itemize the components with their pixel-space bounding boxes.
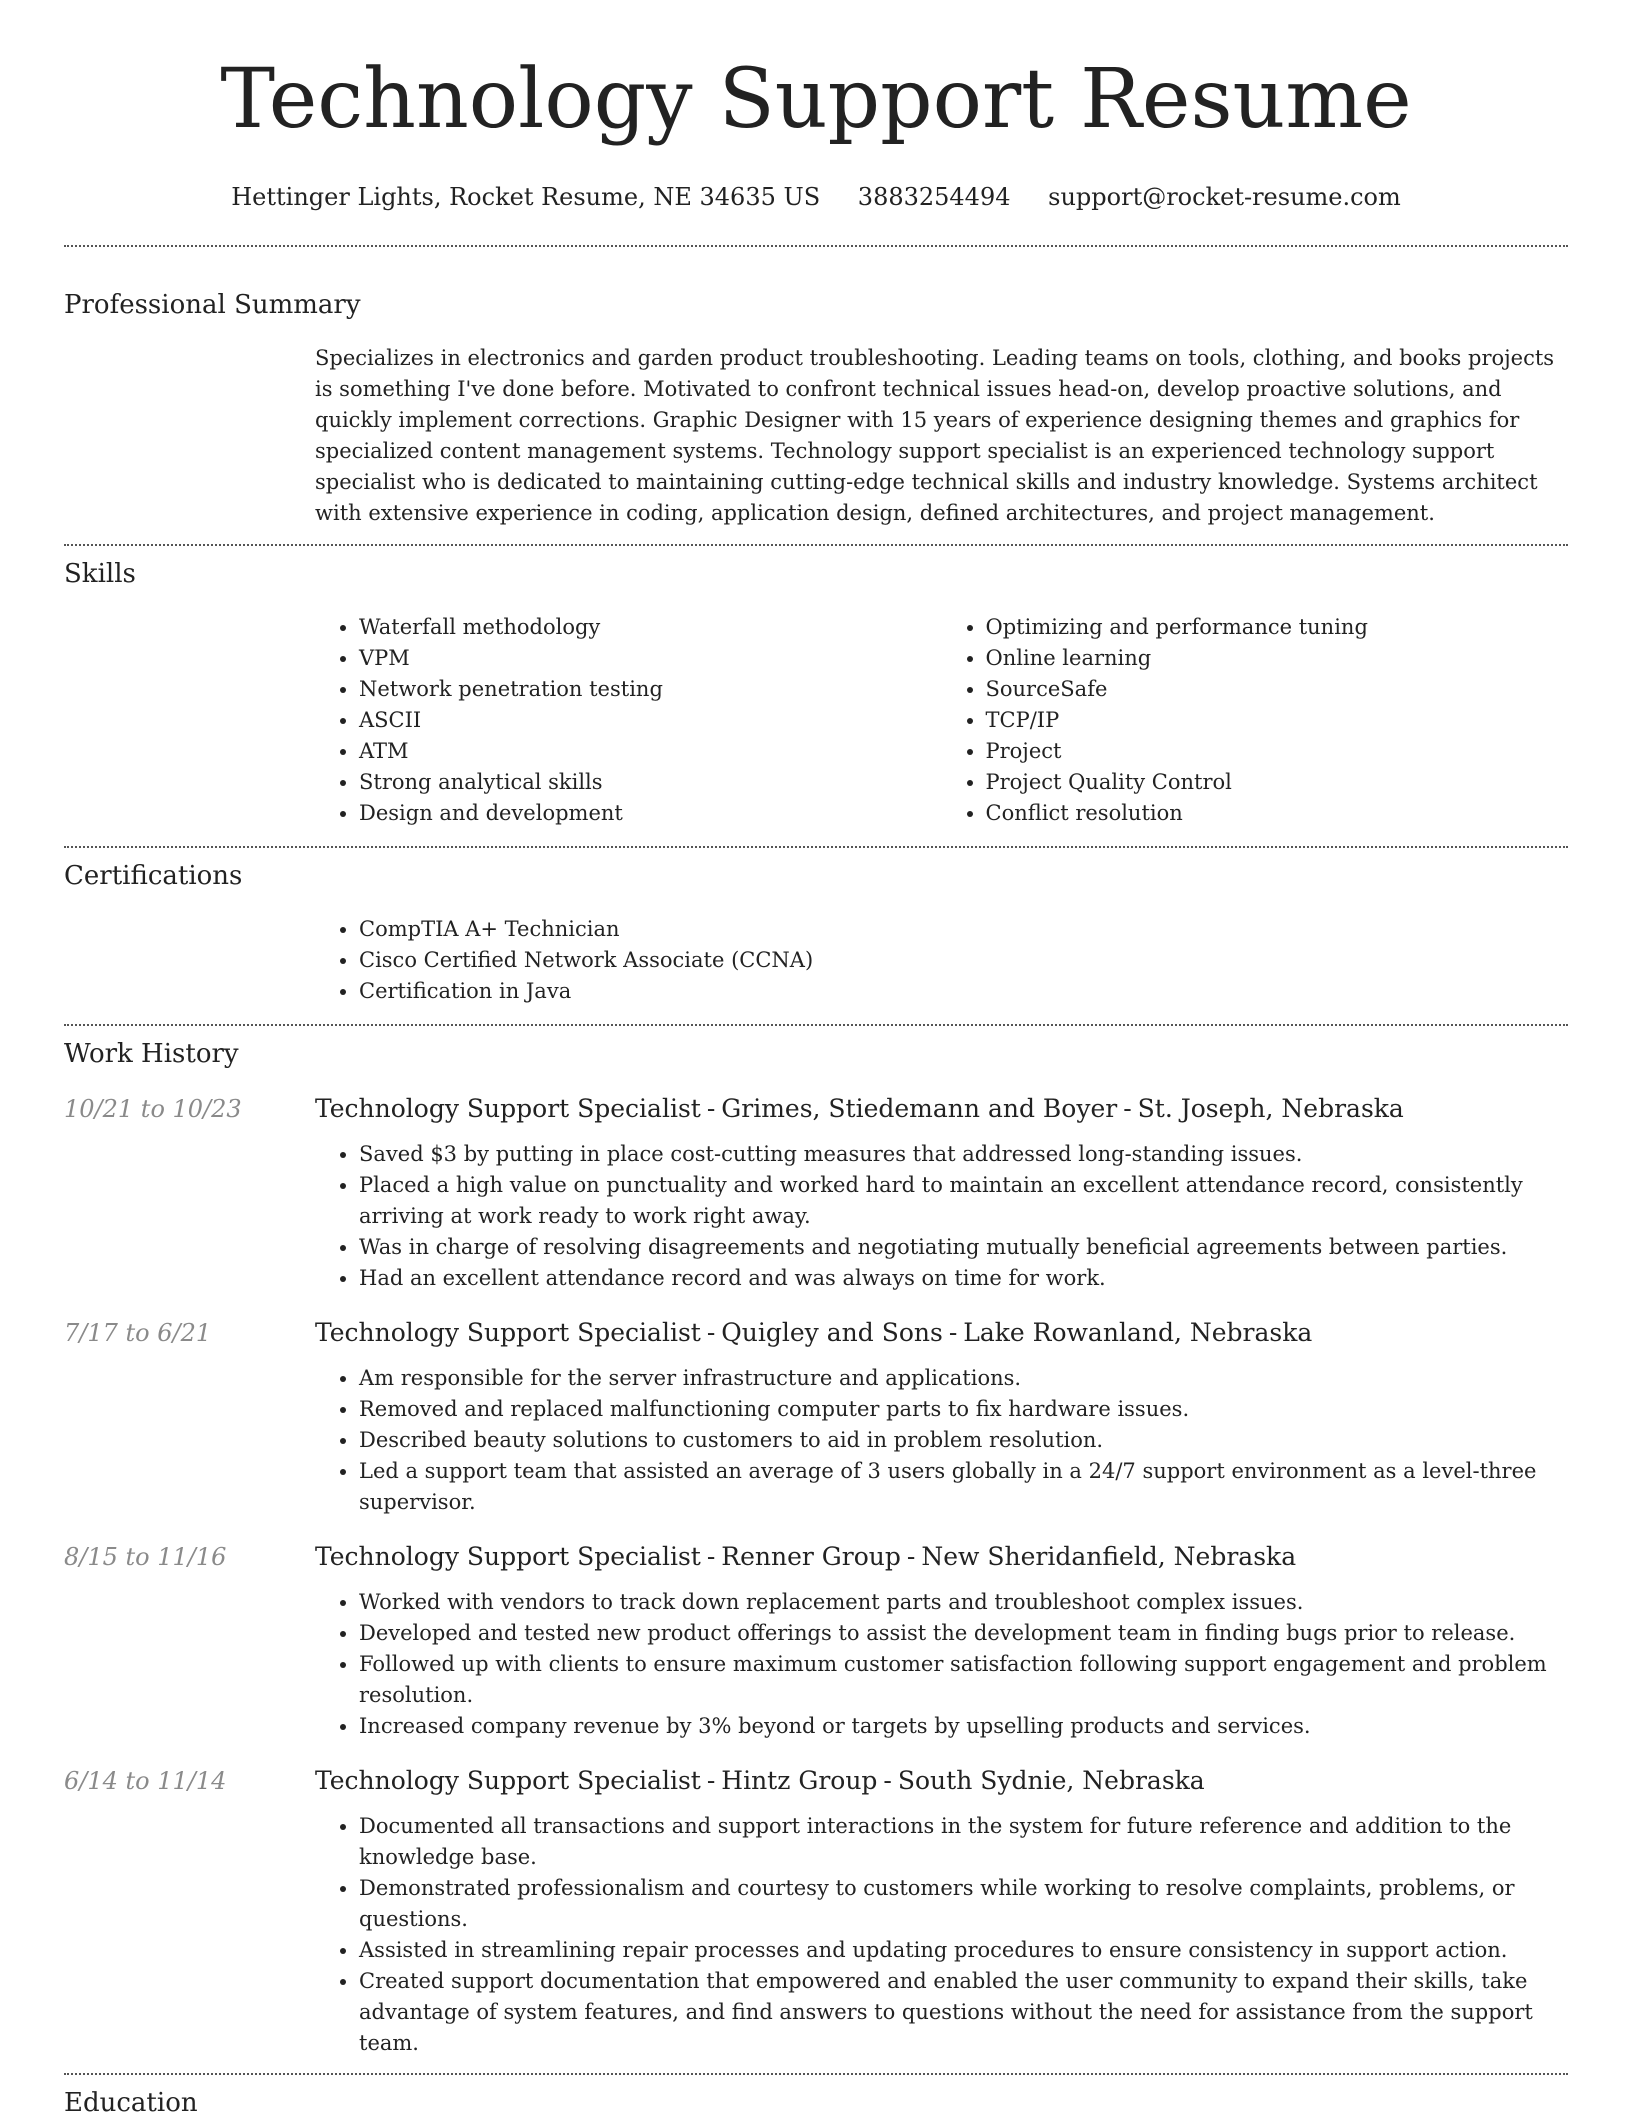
list-item: • Waterfall methodology	[359, 612, 942, 643]
list-item: • Was in charge of resolving disagreements and negotiating mutually beneficial agreements between parties.	[359, 1232, 1568, 1263]
education-heading: Education	[64, 2088, 198, 2118]
list-item: • ATM	[359, 736, 942, 767]
job-separator: -	[906, 1542, 916, 1571]
list-item: • Demonstrated professionalism and courtesy to customers while working to resolve complaints, problems, or questions.	[359, 1873, 1568, 1935]
resume-title: Technology Support Resume	[220, 52, 1412, 147]
contact-line	[64, 182, 1568, 212]
contact-phone: 3883254494	[857, 183, 1011, 211]
list-item: • Design and development	[359, 798, 942, 829]
job-location: St. Joseph, Nebraska	[1137, 1094, 1404, 1123]
list-item: • Optimizing and performance tuning	[986, 612, 1569, 643]
job-entry	[64, 1540, 1568, 1742]
job-bullets	[315, 1139, 1568, 1294]
job-company: Grimes, Stiedemann and Boyer	[721, 1094, 1118, 1123]
section-divider	[64, 846, 1568, 848]
job-separator: -	[706, 1318, 716, 1347]
job-entry	[64, 1764, 1568, 2059]
list-item: • Followed up with clients to ensure maximum customer satisfaction following support engagement and problem resolution.	[359, 1649, 1568, 1711]
section-divider	[64, 2073, 1568, 2075]
list-item: • Saved $3 by putting in place cost-cutting measures that addressed long-standing issues.	[359, 1139, 1568, 1170]
job-bullets	[315, 1363, 1568, 1518]
job-bullets	[315, 1811, 1568, 2059]
list-item: • VPM	[359, 643, 942, 674]
resume-page	[64, 0, 1568, 2119]
summary-section	[64, 289, 1568, 529]
section-divider	[64, 1024, 1568, 1026]
job-title	[315, 1092, 1568, 1126]
list-item: • Developed and tested new product offerings to assist the development team in finding bugs prior to release.	[359, 1618, 1568, 1649]
job-separator: -	[948, 1318, 958, 1347]
job-separator: -	[883, 1766, 892, 1795]
skills-heading: Skills	[64, 559, 136, 589]
job-company: Hintz Group	[721, 1766, 878, 1795]
job-role: Technology Support Specialist	[315, 1094, 701, 1123]
certifications-section	[64, 860, 1568, 1007]
summary-text: Specializes in electronics and garden product troubleshooting. Leading teams on tools, clothing, and books projects is something I've done before. Motivated to confront technical issues head-on, develop proactive solutions, and quickly implement corrections. Graphic Designer with 15 years of experience designing themes and graphics for specialized content management systems. Technology support specialist is an experienced technology support specialist who is dedicated to maintaining cutting-edge technical skills and industry knowledge. Systems architect with extensive experience in coding, application design, defined architectures, and project management.	[315, 346, 1555, 525]
list-item: • CompTIA A+ Technician	[359, 914, 1568, 945]
job-role: Technology Support Specialist	[315, 1542, 701, 1571]
job-role: Technology Support Specialist	[315, 1766, 701, 1795]
list-item: • Had an excellent attendance record and was always on time for work.	[359, 1263, 1568, 1294]
job-location: New Sheridanfield, Nebraska	[921, 1542, 1297, 1571]
skills-section	[64, 558, 1568, 829]
list-item: • Conflict resolution	[986, 798, 1569, 829]
list-item: • Increased company revenue by 3% beyond or targets by upselling products and services.	[359, 1711, 1568, 1742]
list-item: • Led a support team that assisted an average of 3 users globally in a 24/7 support environment as a level-three supervisor.	[359, 1456, 1568, 1518]
job-dates: 6/14 to 11/14	[64, 1767, 227, 1795]
list-item: • SourceSafe	[986, 674, 1569, 705]
job-separator: -	[1123, 1094, 1132, 1123]
resume-header	[64, 0, 1568, 212]
job-dates: 8/15 to 11/16	[64, 1543, 227, 1571]
list-item: • Placed a high value on punctuality and worked hard to maintain an excellent attendance record, consistently arriving at work ready to work right away.	[359, 1170, 1568, 1232]
section-divider	[64, 245, 1568, 247]
list-item: • Project	[986, 736, 1569, 767]
job-title	[315, 1540, 1568, 1574]
summary-heading: Professional Summary	[64, 290, 361, 320]
list-item: • Online learning	[986, 643, 1569, 674]
job-bullets	[315, 1587, 1568, 1742]
list-item: • Removed and replaced malfunctioning computer parts to fix hardware issues.	[359, 1394, 1568, 1425]
job-separator: -	[706, 1094, 716, 1123]
list-item: • ASCII	[359, 705, 942, 736]
contact-address: Hettinger Lights, Rocket Resume, NE 34635 US	[231, 183, 821, 211]
list-item: • Project Quality Control	[986, 767, 1569, 798]
list-item: • Created support documentation that empowered and enabled the user community to expand their skills, take advantage of system features, and find answers to questions without the need for assistance from the support team.	[359, 1966, 1568, 2059]
job-title	[315, 1316, 1568, 1350]
job-location: South Sydnie, Nebraska	[897, 1766, 1205, 1795]
job-title	[315, 1764, 1568, 1798]
job-role: Technology Support Specialist	[315, 1318, 701, 1347]
skills-list-right	[942, 612, 1569, 829]
list-item: • Cisco Certified Network Associate (CCNA)	[359, 945, 1568, 976]
skills-list-left	[315, 612, 942, 829]
job-separator: -	[706, 1766, 716, 1795]
certifications-heading: Certifications	[64, 861, 243, 891]
education-section	[64, 2087, 1568, 2119]
list-item: • Assisted in streamlining repair processes and updating procedures to ensure consistency in support action.	[359, 1935, 1568, 1966]
list-item: • Described beauty solutions to customers to aid in problem resolution.	[359, 1425, 1568, 1456]
job-entry	[64, 1316, 1568, 1518]
list-item: • Worked with vendors to track down replacement parts and troubleshoot complex issues.	[359, 1587, 1568, 1618]
job-separator: -	[706, 1542, 716, 1571]
job-dates: 7/17 to 6/21	[64, 1319, 212, 1347]
section-divider	[64, 544, 1568, 546]
work-history-heading: Work History	[64, 1039, 239, 1069]
job-dates: 10/21 to 10/23	[64, 1095, 242, 1123]
skills-columns	[315, 612, 1568, 829]
list-item: • Network penetration testing	[359, 674, 942, 705]
work-history-section	[64, 1038, 1568, 2059]
list-item: • Strong analytical skills	[359, 767, 942, 798]
list-item: • Certification in Java	[359, 976, 1568, 1007]
contact-email: support@rocket-resume.com	[1048, 183, 1401, 211]
job-location: Lake Rowanland, Nebraska	[963, 1318, 1313, 1347]
list-item: • Documented all transactions and support interactions in the system for future reference and addition to the knowledge base.	[359, 1811, 1568, 1873]
certifications-list	[315, 914, 1568, 1007]
list-item: • TCP/IP	[986, 705, 1569, 736]
list-item: • Am responsible for the server infrastructure and applications.	[359, 1363, 1568, 1394]
job-entry	[64, 1092, 1568, 1294]
job-company: Renner Group	[721, 1542, 901, 1571]
job-company: Quigley and Sons	[721, 1318, 943, 1347]
